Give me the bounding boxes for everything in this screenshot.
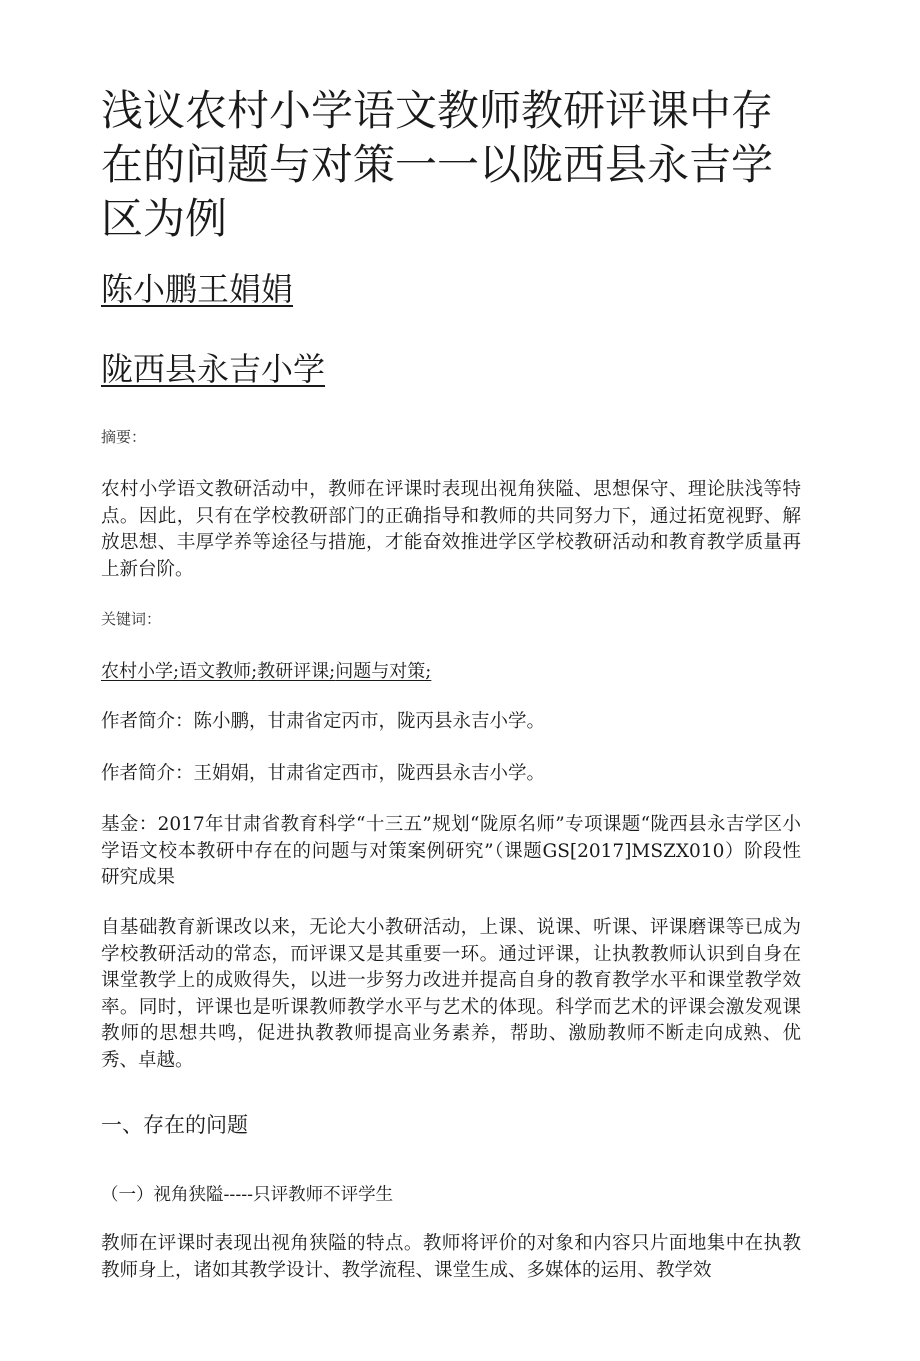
article-title: 浅议农村小学语文教师教研评课中存在的问题与对策一一以陇西县永吉学区为例 — [101, 86, 774, 243]
keywords-label: 关键词： — [101, 610, 162, 628]
body-paragraph: 教师在评课时表现出视角狭隘的特点。教师将评价的对象和内容只片面地集中在执教教师身上，诸如其教学设计、教学流程、课堂生成、多媒体的运用、教学效 — [101, 1233, 801, 1281]
author-intro: 作者简介：陈小鹏，甘肃省定丙市，陇丙县永吉小学。 — [101, 711, 546, 732]
section-heading: 一、存在的问题 — [101, 1113, 248, 1137]
keyword-link[interactable]: 问题与对策; — [335, 661, 432, 682]
fund-statement: 基金：2017年甘肃省教育科学“十三五”规划“陇原名师”专项课题“陇西县永吉学区小学语文校本教研中存在的问题与对策案例研究”（课题GS[2017]MSZX010）阶段性研究成果 — [101, 814, 801, 888]
subsection-heading: （一）视角狭隘-----只评教师不评学生 — [101, 1185, 394, 1205]
keyword-link[interactable]: 农村小学; — [101, 661, 180, 682]
keyword-link[interactable]: 语文教师; — [179, 661, 258, 682]
authors-link[interactable]: 陈小鹏王娟娟 — [101, 270, 294, 308]
author-intro: 作者简介：王娟娟，甘肃省定西市，陇西县永吉小学。 — [101, 763, 546, 784]
keyword-link[interactable]: 教研评课; — [257, 661, 336, 682]
intro-paragraph: 自基础教育新课改以来，无论大小教研活动，上课、说课、听课、评课磨课等已成为学校教研活动的常态，而评课又是其重要一环。通过评课，让执教教师认识到自身在课堂教学上的成败得失，以进一步努力改进并提高自身的教育教学水平和课堂教学效率。同时，评课也是听课教师教学水平与艺术的体现。科学而艺术的评课会激发观课教师的思想共鸣，促进执教教师提高业务素养，帮助、激励教师不断走向成熟、优秀、卓越。 — [101, 917, 801, 1071]
abstract-label: 摘要： — [101, 428, 147, 446]
affiliation-link[interactable]: 陇西县永吉小学 — [101, 350, 326, 388]
keywords-list — [101, 659, 431, 685]
abstract-text: 农村小学语文教研活动中，教师在评课时表现出视角狭隘、思想保守、理论肤浅等特点。因此，只有在学校教研部门的正确指导和教师的共同努力下，通过拓宽视野、解放思想、丰厚学养等途径与措施，才能奋效推进学区学校教研活动和教育教学质量再上新台阶。 — [101, 479, 801, 580]
